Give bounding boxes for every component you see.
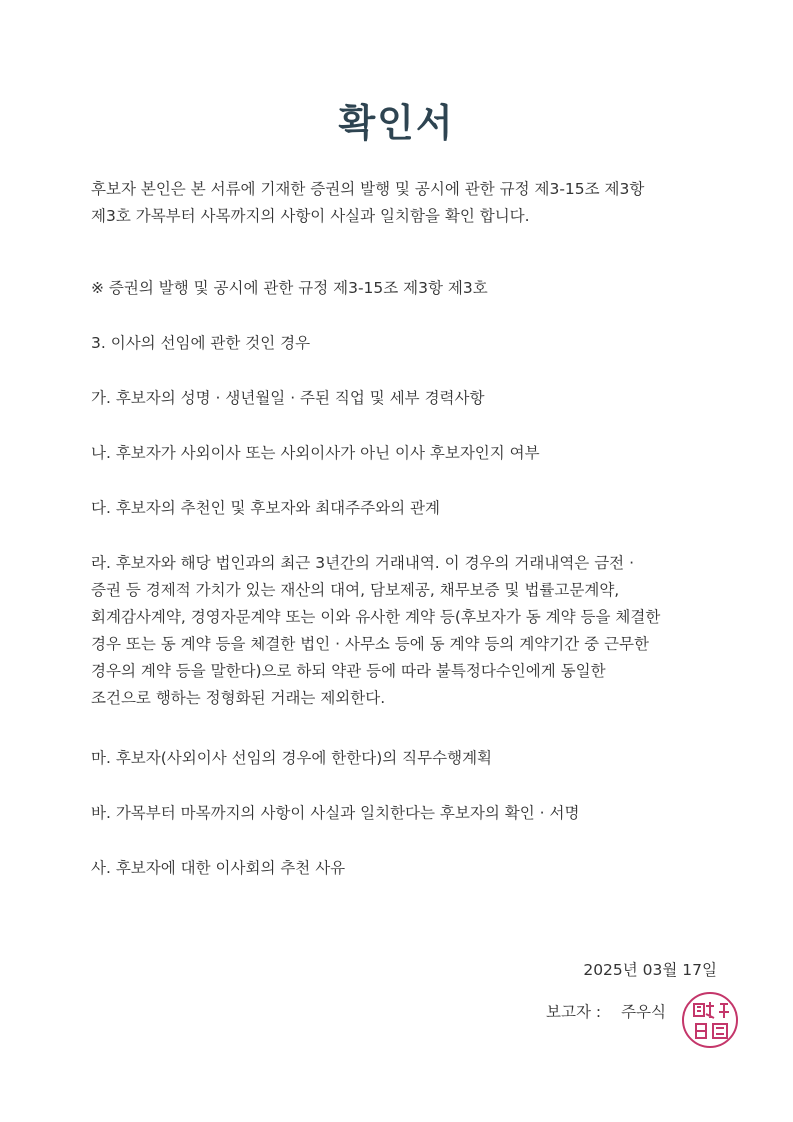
item-ra-line: 회계감사계약, 경영자문계약 또는 이와 유사한 계약 등(후보자가 동 계약 등을 체결한 [91, 608, 661, 626]
item-ba: 바. 가목부터 마목까지의 사항이 사실과 일치한다는 후보자의 확인 · 서명 [91, 804, 580, 822]
item-na: 나. 후보자가 사외이사 또는 사외이사가 아닌 이사 후보자인지 여부 [91, 444, 540, 462]
item-ra [91, 550, 711, 712]
intro-line: 제3호 가목부터 사목까지의 사항이 사실과 일치함을 확인 합니다. [91, 207, 530, 225]
intro-line: 후보자 본인은 본 서류에 기재한 증권의 발행 및 공시에 관한 규정 제3-15조 제3항 [91, 180, 645, 198]
intro-paragraph [91, 176, 711, 230]
item-ra-line: 경우 또는 동 계약 등을 체결한 법인 · 사무소 등에 동 계약 등의 계약기간 중 근무한 [91, 635, 649, 653]
signer-line [546, 1000, 666, 1022]
item-ra-line: 경우의 계약 등을 말한다)으로 하되 약관 등에 따라 불특정다수인에게 동일한 [91, 662, 606, 680]
document-title: 확인서 [338, 101, 455, 145]
report-date: 2025년 03월 17일 [583, 961, 717, 979]
seal-stamp-icon [680, 990, 740, 1050]
regulation-note: ※ 증권의 발행 및 공시에 관한 규정 제3-15조 제3항 제3호 [91, 279, 488, 297]
signer-name: 주우식 [621, 1003, 666, 1021]
item-ma: 마. 후보자(사외이사 선임의 경우에 한한다)의 직무수행계획 [91, 749, 493, 767]
item-da: 다. 후보자의 추천인 및 후보자와 최대주주와의 관계 [91, 499, 440, 517]
item-ga: 가. 후보자의 성명 · 생년월일 · 주된 직업 및 세부 경력사항 [91, 389, 485, 407]
item-ra-line: 조건으로 행하는 정형화된 거래는 제외한다. [91, 689, 386, 707]
item-ra-line: 라. 후보자와 해당 법인과의 최근 3년간의 거래내역. 이 경우의 거래내역은 금전 · [91, 554, 635, 572]
item-3-heading: 3. 이사의 선임에 관한 것인 경우 [91, 334, 311, 352]
item-ra-line: 증권 등 경제적 가치가 있는 재산의 대여, 담보제공, 채무보증 및 법률고문계약, [91, 581, 620, 599]
signer-label: 보고자 : [546, 1003, 602, 1021]
item-sa: 사. 후보자에 대한 이사회의 추천 사유 [91, 859, 346, 877]
